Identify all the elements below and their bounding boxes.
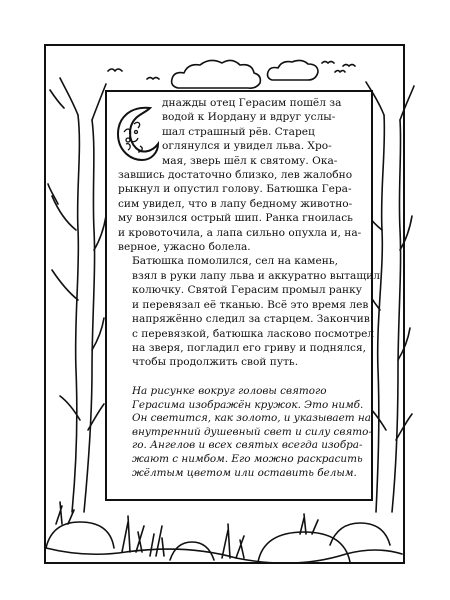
text-line: завшись достаточно близко, лев жалобно: [118, 169, 353, 182]
text-line: на зверя, погладил его гриву и поднялся,: [132, 341, 367, 354]
text-line: чтобы продолжить свой путь.: [132, 356, 299, 369]
text-line: с перевязкой, батюшка ласково посмотрел: [132, 327, 375, 340]
text-line: жёлтым цветом или оставить белым.: [132, 466, 357, 479]
text-line: оглянулся и увидел льва. Хро-: [162, 140, 332, 153]
text-line: и кровоточила, а лапа сильно опухла и, на-: [118, 226, 362, 239]
story-paragraph-1: [118, 96, 364, 254]
halo-caption: [118, 385, 372, 480]
text-line: Батюшка помолился, сел на камень,: [132, 255, 338, 268]
text-line: мая, зверь шёл к святому. Ока-: [162, 154, 338, 167]
text-line: шал страшный рёв. Старец: [162, 125, 315, 138]
text-line: Он светится, как золото, и указывает на: [132, 412, 371, 425]
text-line: му вонзился острый шип. Ранка гноилась: [118, 212, 353, 225]
text-line: жают с нимбом. Его можно раскрасить: [132, 452, 363, 465]
text-line: го. Ангелов и всех святых всегда изобра-: [132, 439, 363, 452]
text-line: верное, ужасно болела.: [118, 241, 251, 254]
text-line: Герасима изображён кружок. Это нимб.: [132, 398, 364, 411]
text-line: колючку. Святой Герасим промыл ранку: [132, 284, 362, 297]
text-line: напряжённо следил за старцем. Закончив: [132, 313, 370, 326]
story-paragraph-2: [118, 254, 380, 369]
text-line: взял в руки лапу льва и аккуратно вытащил: [132, 269, 380, 282]
caption-paragraph: [118, 385, 372, 480]
text-line: водой к Иордану и вдруг услы-: [162, 111, 336, 124]
text-line: днажды отец Герасим пошёл за: [162, 97, 342, 109]
text-line: На рисунке вокруг головы святого: [132, 385, 327, 397]
text-line: сим увидел, что в лапу бедному животно-: [118, 197, 353, 210]
text-line: внутренний душевный свет и силу свято-: [132, 425, 372, 438]
story-text: [118, 96, 380, 370]
text-line: рыкнул и опустил голову. Батюшка Гера-: [118, 183, 352, 196]
text-line: и перевязал её тканью. Всё это время лев: [132, 298, 369, 311]
